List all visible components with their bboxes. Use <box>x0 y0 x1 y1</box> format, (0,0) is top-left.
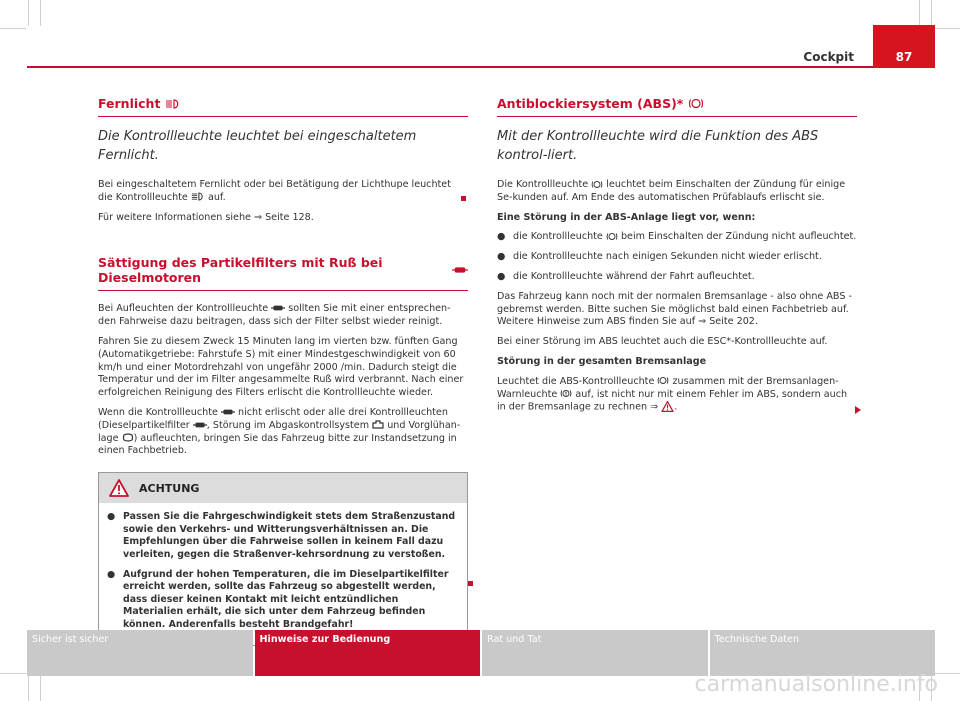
paragraph: Bei einer Störung im ABS leuchtet auch die ESC*-Kontrollleuchte auf. <box>497 336 828 348</box>
section-end-marker <box>461 196 466 201</box>
crop-mark <box>934 28 960 29</box>
heading-text: Fernlicht <box>98 96 161 111</box>
text: Die Kontrollleuchte <box>497 179 589 190</box>
text: zusammen mit der Bremsanlagen-Warnleuchte <box>497 375 839 400</box>
particle-filter-icon <box>221 408 235 416</box>
cross-reference[interactable]: Für weitere Informationen siehe ⇒ Seite 128. <box>98 211 314 223</box>
right-column <box>497 96 857 422</box>
warning-body <box>99 503 467 644</box>
text: nicht erlischt oder alle drei Kontrollleuchten (Dieselpartikelfilter <box>98 406 448 431</box>
text: die Kontrollleuchte während der Fahrt aufleuchtet. <box>513 270 755 282</box>
crop-mark <box>931 0 932 26</box>
text: auf, ist nicht nur mit einem Fehler im ABS, sondern auch in der Bremsanlage zu rechnen ⇒ <box>497 388 848 413</box>
abs-icon <box>606 232 618 241</box>
tab-technische-daten[interactable]: Technische Daten <box>710 630 936 676</box>
paragraph <box>98 179 468 205</box>
abs-icon <box>657 376 669 385</box>
subheading: Eine Störung in der ABS-Anlage liegt vor, wenn: <box>497 211 756 223</box>
bullet-dot: ● <box>107 568 116 580</box>
text: Bei Aufleuchten der Kontrollleuchte <box>98 303 269 315</box>
text: die Kontrollleuchte <box>513 231 603 243</box>
page-number: 87 <box>873 25 935 68</box>
paragraph <box>98 303 468 329</box>
lead-text: Mit der Kontrollleuchte wird die Funktion des ABS kontrol-liert. <box>497 129 819 163</box>
crop-mark <box>40 0 41 26</box>
paragraph <box>98 407 468 458</box>
footer-nav <box>27 630 935 676</box>
subheading: Störung in der gesamten Bremsanlage <box>497 355 707 367</box>
crop-mark <box>28 676 29 701</box>
bullet-dot: ● <box>107 511 116 523</box>
high-beam-icon <box>165 99 181 109</box>
bullet-dot: ● <box>497 231 506 243</box>
heading-fernlicht <box>98 96 468 117</box>
list-item <box>497 251 857 264</box>
continue-arrow <box>855 406 861 414</box>
crop-mark <box>28 0 29 26</box>
glow-plug-icon <box>122 433 134 442</box>
watermark: carmanualsonline.info <box>694 672 938 697</box>
warning-header <box>99 473 467 503</box>
text: Passen Sie die Fahrgeschwindigkeit stets dem Straßenzustand sowie den Verkehrs- und Witterungsverhältnissen an. Die Empfehlungen über die Fahrweise sollen in keinem Fall dazu verleiten, gegen die Straßenver-kehrsordnung zu verstoßen. <box>123 511 456 560</box>
list-item <box>497 231 857 244</box>
bullet-dot: ● <box>497 270 506 282</box>
list-item <box>497 271 857 284</box>
heading-abs <box>497 96 857 117</box>
particle-filter-icon <box>452 265 468 275</box>
text: , Störung im Abgaskontrollsystem <box>206 419 370 431</box>
section-end-marker <box>468 581 473 586</box>
warning-triangle-icon <box>109 479 129 497</box>
left-column <box>98 96 468 646</box>
warning-item <box>107 569 459 632</box>
text: Leuchtet die ABS-Kontrollleuchte <box>497 375 655 387</box>
header-rule <box>27 66 935 68</box>
crop-mark <box>919 0 920 26</box>
brake-warning-icon <box>560 389 572 398</box>
text: die Kontrollleuchte nach einigen Sekunden nicht wieder erlischt. <box>513 251 822 263</box>
text: . <box>674 401 678 413</box>
paragraph <box>98 212 468 225</box>
heading-text: Sättigung des Partikelfilters mit Ruß bei Dieselmotoren <box>98 255 383 286</box>
heading-text: Antiblockiersystem (ABS)* <box>497 96 684 111</box>
abs-icon <box>591 180 603 189</box>
warning-box <box>98 472 468 645</box>
crop-mark <box>0 28 26 29</box>
crop-mark <box>40 676 41 701</box>
tab-rat-und-tat[interactable]: Rat und Tat <box>482 630 708 676</box>
warning-item <box>107 511 459 561</box>
tab-hinweise-zur-bedienung[interactable]: Hinweise zur Bedienung <box>255 630 481 676</box>
paragraph: Fahren Sie zu diesem Zweck 15 Minuten lang im vierten bzw. fünften Gang (Automatikgetriebe: Fahrstufe S) mit einer Mindestgeschwindigkeit von 60 km/h und einer Motordrehzahl von ungefähr 2000 /min. Dadurch steigt die Temperatur und der im Filter angesammelte Ruß wird verbrannt. Nach einer erfolgreichen Reinigung des Filters erlischt die Kontrollleuchte wieder. <box>98 335 464 399</box>
paragraph <box>497 179 857 205</box>
text: auf. <box>207 191 226 203</box>
abs-icon <box>688 98 704 109</box>
text: Bei eingeschaltetem Fernlicht oder bei Betätigung der Lichthupe leuchtet die Kontrollleuchte <box>98 179 451 203</box>
paragraph <box>497 376 857 415</box>
particle-filter-icon <box>271 304 285 312</box>
warning-triangle-icon[interactable] <box>661 401 674 412</box>
section-title: Cockpit <box>803 50 854 64</box>
tab-sicher-ist-sicher[interactable]: Sicher ist sicher <box>27 630 253 676</box>
lead-text: Die Kontrollleuchte leuchtet bei eingeschaltetem Fernlicht. <box>98 129 417 163</box>
bullet-dot: ● <box>497 251 506 263</box>
paragraph: Das Fahrzeug kann noch mit der normalen Bremsanlage - also ohne ABS - gebremst werden. Bitte suchen Sie möglichst bald einen Fachbetrieb auf. Weitere Hinweise zum ABS finden Sie auf ⇒ Seite 202. <box>497 290 852 328</box>
crop-mark <box>0 673 26 674</box>
text: ) aufleuchten, bringen Sie das Fahrzeug bitte zur Instandsetzung in einen Fachbetrieb. <box>98 432 457 457</box>
heading-partikelfilter <box>98 255 468 291</box>
text: sollten Sie mit einer entsprechen-den Fahrweise dazu beitragen, dass sich der Filter selbst wieder reinigt. <box>98 303 451 328</box>
text: und Vorglühan-lage <box>98 419 461 444</box>
text: Wenn die Kontrollleuchte <box>98 406 218 418</box>
text: beim Einschalten der Zündung nicht aufleuchtet. <box>620 231 857 243</box>
engine-check-icon <box>372 420 384 429</box>
particle-filter-icon <box>193 421 207 429</box>
high-beam-icon <box>191 192 205 201</box>
text: leuchtet beim Einschalten der Zündung für einige Se-kunden auf. Am Ende des automatischen Prüfablaufs erlischt sie. <box>497 179 846 203</box>
warning-title: ACHTUNG <box>139 481 200 495</box>
text: Aufgrund der hohen Temperaturen, die im Dieselpartikelfilter erreicht werden, sollte das Fahrzeug so abgestellt werden, dass dieser keinen Kontakt mit leicht entzündlichen Materialien erhält, die sich unter dem Fahrzeug befinden können. Anderenfalls besteht Brandgefahr! <box>123 568 449 630</box>
text <box>513 231 856 244</box>
